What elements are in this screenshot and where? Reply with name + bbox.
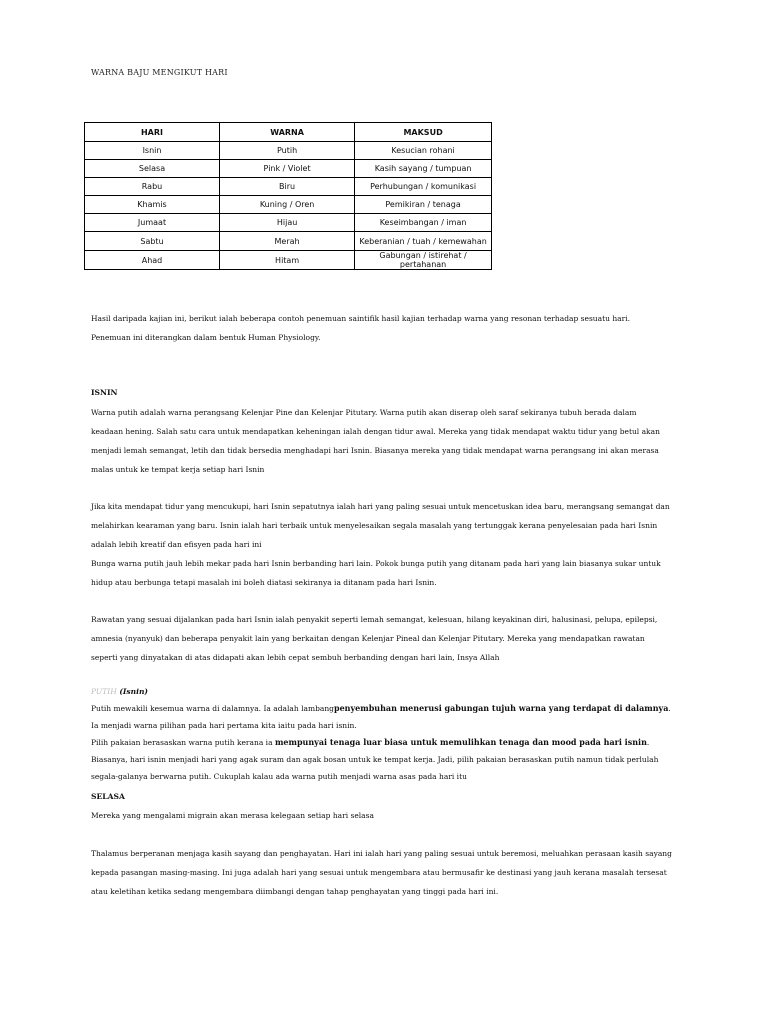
- intro-line: Penemuan ini diterangkan dalam bentuk Human Physiology.: [91, 333, 321, 342]
- text-line: Biasanya, hari isnin menjadi hari yang agak suram dan agak bosan untuk ke tempat kerja. Jadi, pilih pakaian berasaskan putih namun tidak perlulah: [91, 755, 659, 764]
- text-line: segala-galanya berwarna putih. Cukuplah kalau ada warna putih menjadi warna asas pada hari itu: [91, 772, 467, 781]
- cell-hari: Isnin: [85, 142, 220, 160]
- text-line: hidup atau berbunga tetapi masalah ini boleh diatasi sekiranya ia ditanam pada hari Isnin.: [91, 578, 437, 587]
- day-color-table: [84, 122, 492, 270]
- text-span: .: [646, 738, 650, 747]
- bold-text: penyembuhan menerusi gabungan tujuh warna yang terdapat di dalamnya: [333, 703, 669, 713]
- text-line: atau keletihan ketika sedang mengembara diimbangi dengan tahap penghayatan yang tinggi pada hari ini.: [91, 887, 499, 896]
- table-row: [85, 142, 492, 160]
- text-line: menjadi lemah semangat, letih dan tidak bersedia menghadapi hari Isnin. Biasanya mereka yang tidak mendapat warna perangsang ini akan merasa: [91, 446, 659, 455]
- cell-maksud: Pemikiran / tenaga: [355, 196, 492, 214]
- cell-warna: Biru: [220, 178, 355, 196]
- text-line: Bunga warna putih jauh lebih mekar pada hari Isnin berbanding hari lain. Pokok bunga putih yang ditanam pada hari yang lain biasanya sukar untuk: [91, 559, 661, 568]
- table-row: [85, 178, 492, 196]
- cell-warna: Merah: [220, 232, 355, 251]
- isnin-paragraph-1: [91, 403, 683, 479]
- putih-section: [91, 683, 683, 785]
- text-span: .: [668, 704, 671, 713]
- text-span: Putih mewakili kesemua warna di dalamnya. Ia adalah lambang: [91, 704, 334, 713]
- selasa-paragraph-2: [91, 844, 683, 901]
- table-row: [85, 196, 492, 214]
- cell-maksud: Gabungan / istirehat / pertahanan: [355, 251, 492, 270]
- cell-hari: Jumaat: [85, 214, 220, 232]
- text-line: melahirkan kearaman yang baru. Isnin ialah hari terbaik untuk menyelesaikan segala masalah yang tertunggak kerana penyelesaian pada hari Isnin: [91, 521, 658, 530]
- text-line: Jika kita mendapat tidur yang mencukupi, hari Isnin sepatutnya ialah hari yang paling sesuai untuk mencetuskan idea baru, merangsang semangat dan: [91, 502, 670, 511]
- table-row: [85, 251, 492, 270]
- cell-warna: Kuning / Oren: [220, 196, 355, 214]
- cell-hari: Rabu: [85, 178, 220, 196]
- cell-hari: Khamis: [85, 196, 220, 214]
- cell-warna: Pink / Violet: [220, 160, 355, 178]
- isnin-paragraph-2: [91, 497, 683, 592]
- document-title: WARNA BAJU MENGIKUT HARI: [91, 68, 228, 77]
- cell-hari: Selasa: [85, 160, 220, 178]
- putih-label: PUTIH: [91, 687, 117, 696]
- table-row: [85, 214, 492, 232]
- header-warna: WARNA: [220, 123, 355, 142]
- text-line: keadaan hening. Salah satu cara untuk mendapatkan keheningan ialah dengan tidur awal. Mereka yang tidak mendapat waktu tidur yang betul akan: [91, 427, 660, 436]
- table-row: [85, 232, 492, 251]
- cell-maksud: Keberanian / tuah / kemewahan: [355, 232, 492, 251]
- cell-maksud: Kesucian rohani: [355, 142, 492, 160]
- text-line: malas untuk ke tempat kerja setiap hari Isnin: [91, 465, 265, 474]
- cell-warna: Putih: [220, 142, 355, 160]
- text-line: Ia menjadi warna pilihan pada hari pertama kita iaitu pada hari isnin.: [91, 721, 357, 730]
- putih-subtitle: (Isnin): [116, 687, 148, 696]
- text-line: [91, 700, 683, 717]
- intro-paragraph: [91, 309, 683, 347]
- selasa-paragraph-1: [91, 806, 683, 825]
- cell-hari: Ahad: [85, 251, 220, 270]
- text-line: [91, 734, 683, 751]
- intro-line: Hasil daripada kajian ini, berikut ialah beberapa contoh penemuan saintifik hasil kajian terhadap warna yang resonan terhadap sesuatu hari.: [91, 314, 630, 323]
- isnin-paragraph-3: [91, 610, 683, 667]
- selasa-heading: SELASA: [91, 792, 125, 801]
- text-line: Rawatan yang sesuai dijalankan pada hari Isnin ialah penyakit seperti lemah semangat, kelesuan, hilang keyakinan diri, halusinasi, pelupa, epilepsi,: [91, 615, 658, 624]
- cell-maksud: Keseimbangan / iman: [355, 214, 492, 232]
- table-row: [85, 160, 492, 178]
- cell-maksud: Kasih sayang / tumpuan: [355, 160, 492, 178]
- header-maksud: MAKSUD: [355, 123, 492, 142]
- text-line: Warna putih adalah warna perangsang Kelenjar Pine dan Kelenjar Pitutary. Warna putih akan diserap oleh saraf sekiranya tubuh berada dalam: [91, 408, 637, 417]
- cell-maksud: Perhubungan / komunikasi: [355, 178, 492, 196]
- text-line: Thalamus berperanan menjaga kasih sayang dan penghayatan. Hari ini ialah hari yang paling sesuai untuk beremosi, meluahkan perasaan kasih sayang: [91, 849, 672, 858]
- isnin-heading: ISNIN: [91, 388, 118, 397]
- header-hari: HARI: [85, 123, 220, 142]
- text-line: kepada pasangan masing-masing. Ini juga adalah hari yang sesuai untuk mengembara atau bermusafir ke destinasi yang jauh kerana masalah tersesat: [91, 868, 667, 877]
- text-line: amnesia (nyanyuk) dan beberapa penyakit lain yang berkaitan dengan Kelenjar Pineal dan Kelenjar Pitutary. Mereka yang mendapatkan rawatan: [91, 634, 645, 643]
- text-line: Mereka yang mengalami migrain akan merasa kelegaan setiap hari selasa: [91, 811, 374, 820]
- text-span: Pilih pakaian berasaskan warna putih kerana ia: [91, 738, 275, 747]
- cell-hari: Sabtu: [85, 232, 220, 251]
- cell-warna: Hijau: [220, 214, 355, 232]
- putih-heading: [91, 683, 683, 700]
- bold-text: mempunyai tenaga luar biasa untuk memulihkan tenaga dan mood pada hari isnin: [274, 737, 647, 747]
- text-line: adalah lebih kreatif dan efisyen pada hari ini: [91, 540, 262, 549]
- cell-warna: Hitam: [220, 251, 355, 270]
- text-line: seperti yang dinyatakan di atas didapati akan lebih cepat sembuh berbanding dengan hari lain, Insya Allah: [91, 653, 500, 662]
- table-header-row: [85, 123, 492, 142]
